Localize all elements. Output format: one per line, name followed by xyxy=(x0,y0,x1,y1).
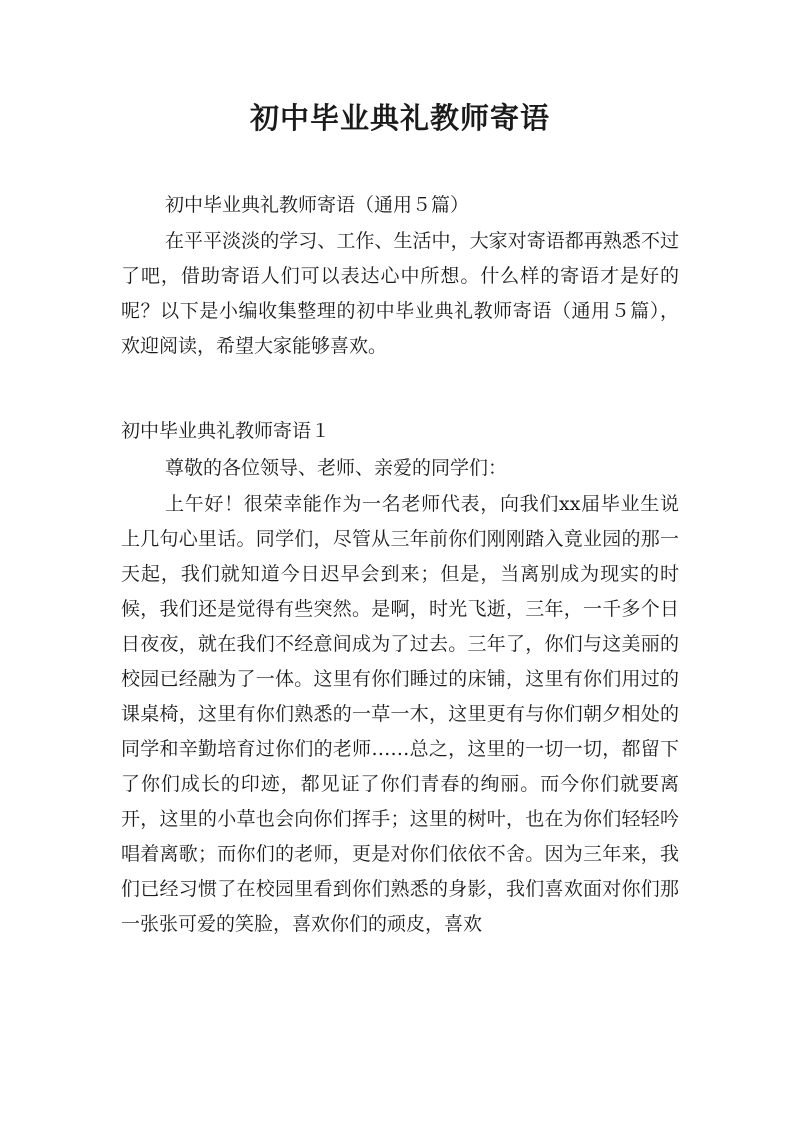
intro-paragraph: 在平平淡淡的学习、工作、生活中，大家对寄语都再熟悉不过了吧，借助寄语人们可以表达心中所想。什么样的寄语才是好的呢？以下是小编收集整理的初中毕业典礼教师寄语（通用５篇），欢迎阅读，希望大家能够喜欢。 xyxy=(121,230,679,357)
section-heading: 初中毕业典礼教师寄语１ xyxy=(121,420,331,442)
speech-paragraph: 上午好！很荣幸能作为一名老师代表，向我们xx届毕业生说上几句心里话。同学们，尽管从三年前你们刚刚踏入竟业园的那一天起，我们就知道今日迟早会到来；但是，当离别成为现实的时候，我们还是觉得有些突然。是啊，时光飞逝，三年，一千多个日日夜夜，就在我们不经意间成为了过去。三年了，你们与这美丽的校园已经融为了一体。这里有你们睡过的床铺，这里有你们用过的课桌椅，这里有你们熟悉的一草一木，这里更有与你们朝夕相处的同学和辛勤培育过你们的老师……总之，这里的一切一切，都留下了你们成长的印迹，都见证了你们青春的绚丽。而今你们就要离开，这里的小草也会向你们挥手；这里的树叶，也在为你们轻轻吟唱着离歌；而你们的老师，更是对你们依依不舍。因为三年来，我们已经习惯了在校园里看到你们熟悉的身影，我们喜欢面对你们那一张张可爱的笑脸，喜欢你们的顽皮，喜欢 xyxy=(121,493,679,935)
document-title: 初中毕业典礼教师寄语 xyxy=(249,101,550,135)
greeting-paragraph: 尊敬的各位领导、老师、亲爱的同学们： xyxy=(165,457,508,479)
subtitle-paragraph: 初中毕业典礼教师寄语（通用５篇） xyxy=(165,194,470,216)
